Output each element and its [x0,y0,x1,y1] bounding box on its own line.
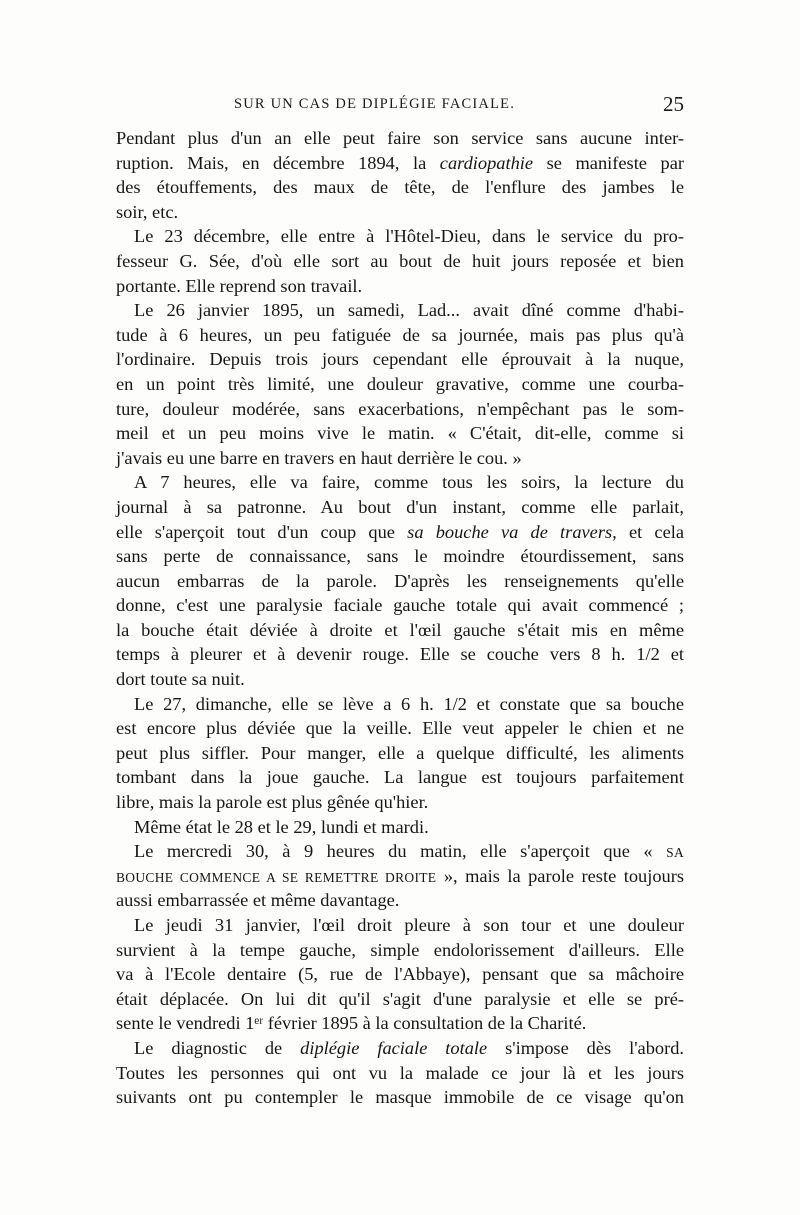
text-line [116,175,684,200]
text-line [116,888,684,913]
text-line [116,446,684,471]
text-segment: Le diagnostic de [134,1037,301,1058]
text-line [116,741,684,766]
small-caps-text: SA [666,845,684,861]
text-segment: donne, c'est une paralysie faciale gauche totale qui avait commencé ; [116,595,684,616]
text-segment: dort toute sa nuit. [116,669,245,690]
text-segment: journal à sa patronne. Au bout d'un instant, comme elle parlait, [116,496,684,517]
text-line [116,421,684,446]
text-line [116,1061,684,1086]
text-line [116,323,684,348]
text-segment: soir, etc. [116,201,179,222]
text-line [116,987,684,1012]
text-line [116,1085,684,1110]
text-segment: Toutes les personnes qui ont vu la malade ce jour là et les jours [116,1062,684,1083]
italic-text: sa bouche va de travers, [407,521,617,542]
text-line [116,642,684,667]
italic-text: diplégie faciale totale [300,1037,488,1058]
text-segment: tombant dans la joue gauche. La langue est toujours parfaitement [116,767,684,788]
page-number: 25 [663,92,684,116]
text-line [116,962,684,987]
text-line [116,224,684,249]
text-segment: l'ordinaire. Depuis trois jours cependant elle éprouvait à la nuque, [116,349,684,370]
text-segment: peut plus siffler. Pour manger, elle a quelque difficulté, les aliments [116,742,684,763]
text-segment: était déplacée. On lui dit qu'il s'agit d'une paralysie et elle se pré- [116,988,684,1009]
text-line [116,495,684,520]
text-line [116,347,684,372]
text-segment: A 7 heures, elle va faire, comme tous les soirs, la lecture du [134,472,684,493]
text-segment: Le 26 janvier 1895, un samedi, Lad... avait dîné comme d'habi- [134,300,684,321]
text-segment: portante. Elle reprend son travail. [116,275,363,296]
text-line [116,200,684,225]
text-line [116,1036,684,1061]
text-line [116,864,684,889]
page-header [116,92,684,118]
text-segment: est encore plus déviée que la veille. Elle veut appeler le chien et ne [116,718,684,739]
text-segment: j'avais eu une barre en travers en haut derrière le cou. » [116,447,522,468]
text-segment: s'impose dès l'abord. [487,1037,685,1058]
text-segment: survient à la tempe gauche, simple endolorissement d'ailleurs. Elle [116,939,684,960]
text-line [116,790,684,815]
body-text [116,126,684,1110]
text-segment: se manifeste par [533,152,684,173]
text-line [116,397,684,422]
text-segment: aucun embarras de la parole. D'après les renseignements qu'elle [116,570,684,591]
text-line [116,618,684,643]
text-segment: elle s'aperçoit tout d'un coup que [116,521,408,542]
text-line [116,692,684,717]
text-segment: Pendant plus d'un an elle peut faire son service sans aucune inter- [116,128,684,148]
text-line [116,249,684,274]
text-segment: libre, mais la parole est plus gênée qu'hier. [116,792,429,813]
text-segment: en un point très limité, une douleur gravative, comme une courba- [116,373,684,394]
text-line [116,274,684,299]
text-segment: ruption. Mais, en décembre 1894, la [116,152,440,173]
text-segment: Le 27, dimanche, elle se lève a 6 h. 1/2 et constate que sa bouche [134,693,684,714]
text-segment: la bouche était déviée à droite et l'œil gauche s'était mis en même [116,619,684,640]
text-line [116,839,684,864]
small-caps-text: BOUCHE COMMENCE A SE REMETTRE DROITE [116,869,437,885]
text-segment: sente le vendredi 1ᵉʳ février 1895 à la consultation de la Charité. [116,1013,587,1034]
text-line [116,569,684,594]
text-line [116,765,684,790]
text-line [116,913,684,938]
text-line [116,1011,684,1036]
text-segment: et cela [616,521,684,542]
text-line [116,938,684,963]
text-line [116,544,684,569]
text-segment: fesseur G. Sée, d'où elle sort au bout de huit jours reposée et bien [116,250,684,271]
text-segment: Le 23 décembre, elle entre à l'Hôtel-Dieu, dans le service du pro- [134,226,684,247]
text-segment: meil et un peu moins vive le matin. « C'était, dit-elle, comme si [116,423,684,444]
text-line [116,593,684,618]
text-line [116,298,684,323]
text-segment: aussi embarrassée et même davantage. [116,890,400,911]
text-segment: Même état le 28 et le 29, lundi et mardi. [134,816,429,837]
text-segment: des étouffements, des maux de tête, de l'enflure des jambes le [116,177,684,198]
text-line [116,520,684,545]
running-title: SUR UN CAS DE DIPLÉGIE FACIALE. [234,96,516,112]
text-segment: va à l'Ecole dentaire (5, rue de l'Abbaye), pensant que sa mâchoire [116,964,684,985]
text-segment: Le mercredi 30, à 9 heures du matin, elle s'aperçoit que « [134,841,667,862]
text-line [116,126,684,151]
text-segment: tude à 6 heures, un peu fatiguée de sa journée, mais pas plus qu'à [116,324,684,345]
text-line [116,470,684,495]
italic-text: cardiopathie [439,152,534,173]
text-segment: », mais la parole reste toujours [436,865,684,886]
text-segment: ture, douleur modérée, sans exacerbations, n'empêchant pas le som- [116,398,684,419]
text-line [116,815,684,840]
text-line [116,151,684,176]
text-line [116,372,684,397]
text-segment: Le jeudi 31 janvier, l'œil droit pleure à son tour et une douleur [134,915,684,935]
text-segment: temps à pleurer et à devenir rouge. Elle se couche vers 8 h. 1/2 et [116,644,684,665]
text-line [116,716,684,741]
text-line [116,667,684,692]
text-segment: sans perte de connaissance, sans le moindre étourdissement, sans [116,546,684,567]
text-segment: suivants ont pu contempler le masque immobile de ce visage qu'on [116,1087,684,1108]
